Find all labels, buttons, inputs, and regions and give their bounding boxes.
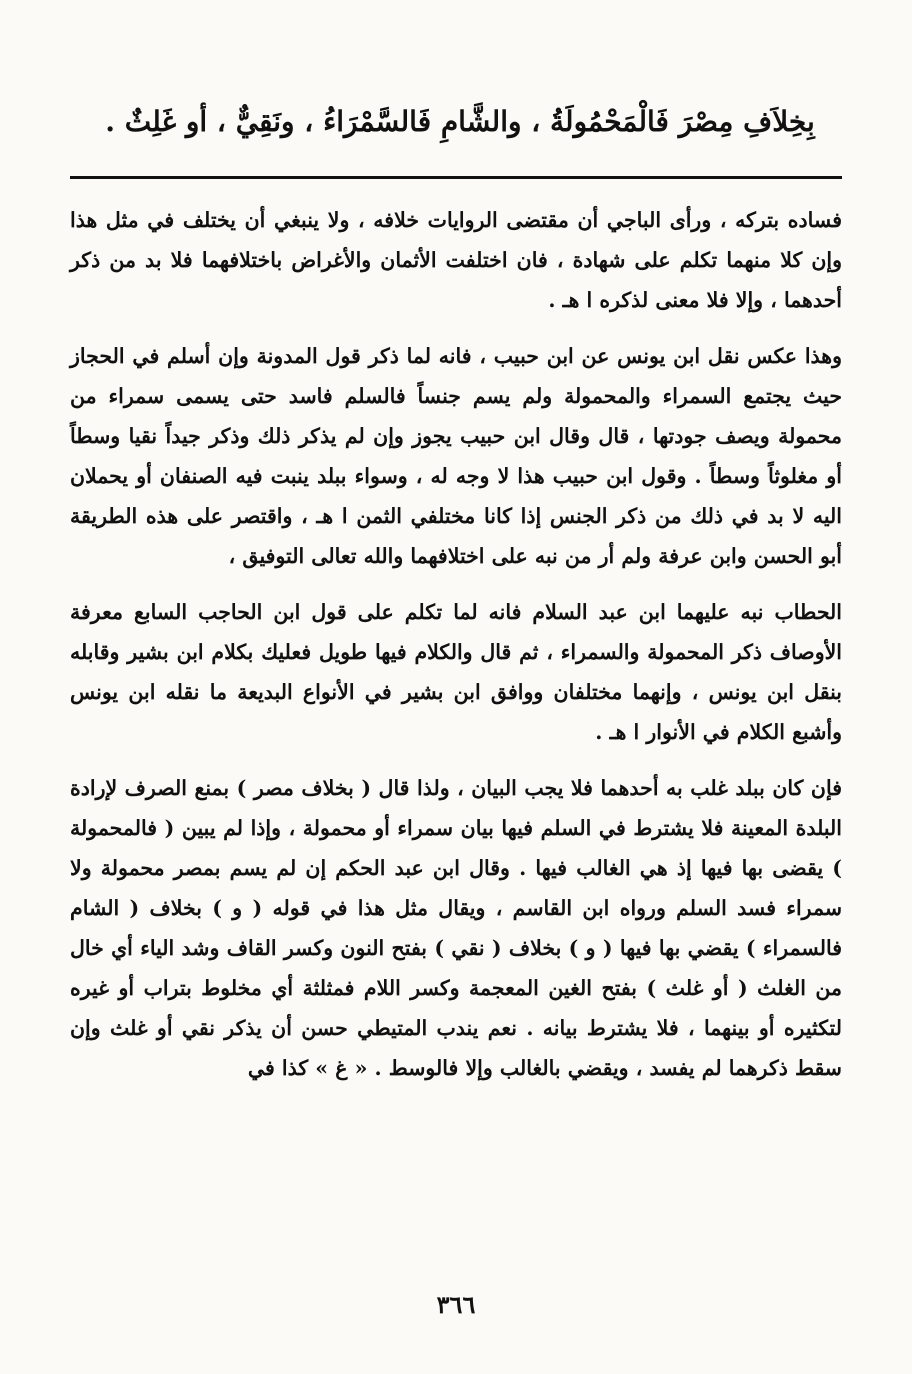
paragraph-3: الحطاب نبه عليهما ابن عبد السلام فانه لما تكلم على قول ابن الحاجب السابع معرفة الأوصاف ذكر المحمولة والسمراء ، ثم قال والكلام فيها طويل فعليك بكلام ابن بشير وقابله بنقل ابن يونس ، وإنهما مختلفان ووافق ابن بشير في الأنواع البديعة ما نقله ابن يونس وأشبع الكلام في الأنوار ا هـ .	[70, 600, 842, 744]
paragraph-4: فإن كان ببلد غلب به أحدهما فلا يجب البيان ، ولذا قال ( بخلاف مصر ) بمنع الصرف لإرادة البلدة المعينة فلا يشترط في السلم فيها بيان سمراء أو محمولة ، وإذا لم يبين ( فالمحمولة ) يقضى بها فيها إذ هي الغالب فيها . وقال ابن عبد الحكم إن لم يسم بمصر محمولة ولا سمراء فسد السلم ورواه ابن القاسم ، ويقال مثل هذا في قوله ( و ) بخلاف ( الشام فالسمراء ) يقضي بها فيها ( و ) بخلاف ( نقي ) بفتح النون وكسر القاف وشد الياء أي خال من الغلث ( أو غلث ) بفتح الغين المعجمة وكسر اللام فمثلثة أي مخلوط بتراب أو غيره لتكثيره أو بينهما ، فلا يشترط بيانه . نعم يندب المتيطي حسن أن يذكر نقي أو غلث وإن سقط ذكرهما لم يفسد ، ويقضي بالغالب وإلا فالوسط . « غ » كذا في	[70, 776, 842, 1080]
header-verse: بِخِلاَفِ مِصْرَ فَالْمَحْمُولَةُ ، والشَّامِ فَالسَّمْرَاءُ ، ونَقِيٌّ ، أو غَلِثٌ .	[105, 105, 815, 138]
paragraph-2: وهذا عكس نقل ابن يونس عن ابن حبيب ، فانه لما ذكر قول المدونة وإن أسلم في الحجاز حيث يجتمع السمراء والمحمولة ولم يسم جنساً فالسلم فاسد حتى يسمى سمراء من محمولة ويصف جودتها ، قال وقال ابن حبيب يجوز وإن لم يذكر ذلك وذكر جيداً نقيا وسطاً أو مغلوثاً وسطاً . وقول ابن حبيب هذا لا وجه له ، وسواء ببلد ينبت فيه الصنفان أو يحملان اليه لا بد في ذلك من ذكر الجنس إذا كانا مختلفي الثمن ا هـ ، واقتصر على هذه الطريقة أبو الحسن وابن عرفة ولم أر من نبه على اختلافهما والله تعالى التوفيق ،	[70, 344, 842, 568]
page-number: ٣٦٦	[436, 1290, 476, 1319]
commentary-body	[70, 200, 842, 1088]
paragraph-1: فساده بتركه ، ورأى الباجي أن مقتضى الروايات خلافه ، ولا ينبغي أن يختلف في مثل هذا وإن كلا منهما تكلم على شهادة ، فان اختلفت الأثمان والأغراض باختلافهما فلا بد من ذكر أحدهما ، وإلا فلا معنى لذكره ا هـ .	[70, 208, 842, 312]
header-rule	[70, 176, 842, 179]
